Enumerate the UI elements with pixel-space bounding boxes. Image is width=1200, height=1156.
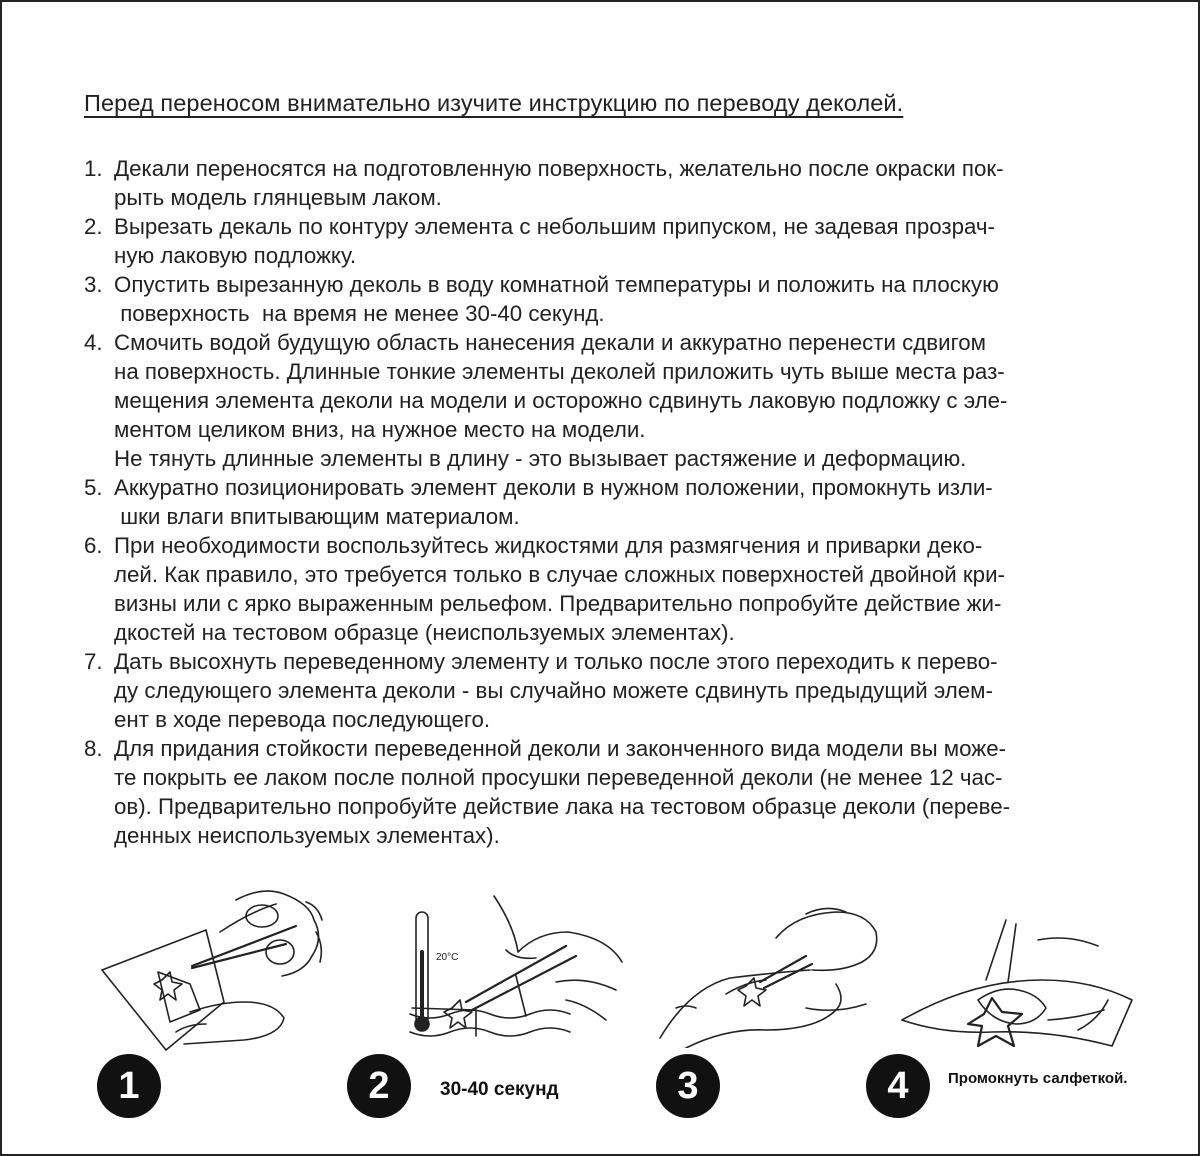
step-line: мещения элемента деколи на модели и осторожно сдвинуть лаковую подложку с эле- (114, 388, 1008, 413)
step-6 (84, 531, 1164, 647)
step-line: Аккуратно позиционировать элемент деколи в нужном положении, промокнуть изли- (114, 475, 993, 500)
step-line: лей. Как правило, это требуется только в случае сложных поверхностей двойной кри- (114, 562, 1005, 587)
step-2 (84, 212, 1164, 270)
step-badge-4: 4 (866, 1054, 930, 1118)
step-line: поверхность на время не менее 30-40 секунд. (114, 301, 605, 326)
step-number: 6. (84, 533, 103, 558)
step-line: Декали переносятся на подготовленную поверхность, желательно после окраски пок- (114, 156, 1004, 181)
step-number: 2. (84, 214, 103, 239)
step-number: 3. (84, 272, 103, 297)
illustration-cutting (96, 872, 336, 1052)
step-line: Смочить водой будущую область нанесения декали и аккуратно перенести сдвигом (114, 330, 986, 355)
step-5 (84, 473, 1164, 531)
illustration-blotting (898, 900, 1138, 1050)
step-line: Для придания стойкости переведенной деколи и законченного вида модели вы може- (114, 736, 1007, 761)
step-line: ментом целиком вниз, на нужное место на модели. (114, 417, 646, 442)
step-line: Не тянуть длинные элементы в длину - это вызывает растяжение и деформацию. (114, 446, 967, 471)
step-line: Дать высохнуть переведенному элементу и только после этого переходить к перево- (114, 649, 998, 674)
step-7 (84, 647, 1164, 734)
step-number: 4. (84, 330, 103, 355)
thermometer-label: 20°C (436, 952, 459, 963)
caption-soak-time: 30-40 секунд (440, 1079, 559, 1100)
step-1 (84, 154, 1164, 212)
step-line: шки влаги впитывающим материалом. (114, 504, 520, 529)
blotting-napkin-icon (898, 900, 1138, 1050)
step-number: 8. (84, 736, 103, 761)
illustration-water (406, 886, 636, 1046)
step-line: При необходимости воспользуйтесь жидкостями для размягчения и приварки деко- (114, 533, 983, 558)
step-line: ную лаковую подложку. (114, 243, 357, 268)
caption-blot: Промокнуть салфеткой. (948, 1070, 1128, 1087)
decal-water-icon (406, 886, 636, 1046)
step-line: на поверхность. Длинные тонкие элементы деколей приложить чуть выше места раз- (114, 359, 1005, 384)
step-line: рыть модель глянцевым лаком. (114, 185, 442, 210)
step-8 (84, 734, 1164, 850)
step-line: дкостей на тестовом образце (неиспользуемых элементах). (114, 620, 735, 645)
step-line: визны или с ярко выраженным рельефом. Предварительно попробуйте действие жи- (114, 591, 1002, 616)
step-line: Опустить вырезанную деколь в воду комнатной температуры и положить на плоскую (114, 272, 999, 297)
step-4 (84, 328, 1164, 473)
step-badge-3: 3 (656, 1054, 720, 1118)
step-line: ду следующего элемента деколи - вы случайно можете сдвинуть предыдущий элем- (114, 678, 993, 703)
step-number: 7. (84, 649, 103, 674)
steps-list (84, 154, 1164, 850)
scissors-cutting-icon (96, 872, 336, 1052)
step-line: ент в ходе перевода последующего. (114, 707, 491, 732)
step-badge-1: 1 (97, 1054, 161, 1118)
step-number: 5. (84, 475, 103, 500)
step-number: 1. (84, 156, 103, 181)
step-line: ов). Предварительно попробуйте действие лака на тестовом образце деколи (переве- (114, 794, 1011, 819)
decal-slide-icon (656, 898, 886, 1048)
step-line: те покрыть ее лаком после полной просушки переведенной деколи (не менее 12 час- (114, 765, 1003, 790)
page-title: Перед переносом внимательно изучите инструкцию по переводу деколей. (84, 90, 904, 116)
step-line: Вырезать декаль по контуру элемента с небольшим припуском, не задевая прозрач- (114, 214, 995, 239)
step-3 (84, 270, 1164, 328)
step-line: денных неиспользуемых элементах). (114, 823, 500, 848)
step-badge-2: 2 (347, 1054, 411, 1118)
illustration-sliding (656, 898, 886, 1048)
